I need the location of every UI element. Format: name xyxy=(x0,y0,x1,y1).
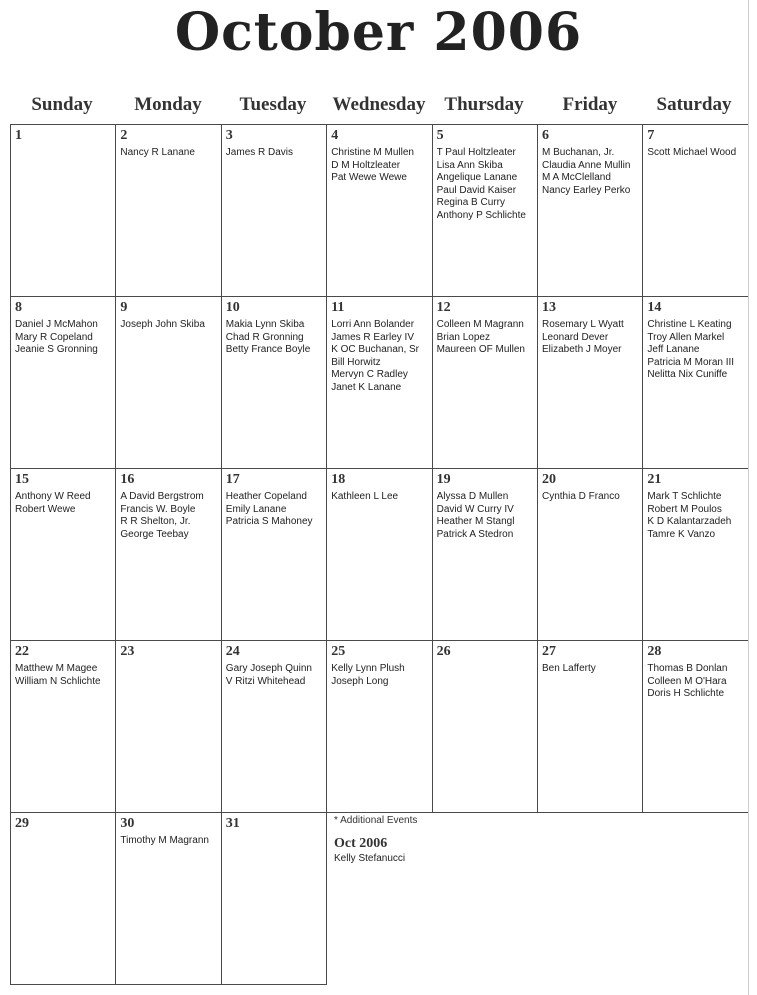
person-name: Gary Joseph Quinn xyxy=(225,663,312,674)
person-name: Colleen M O'Hara xyxy=(647,675,727,687)
person-name: Anthony P Schlichte xyxy=(436,209,526,221)
weekday-wednesday: Wednesday xyxy=(332,94,426,115)
day-number: 5 xyxy=(436,128,444,143)
person-name: V Ritzi Whitehead xyxy=(225,675,306,687)
name-list xyxy=(226,491,324,529)
name-list xyxy=(331,491,429,504)
day-cell xyxy=(642,468,748,641)
day-cell xyxy=(432,124,538,297)
person-name: Bill Horwitz xyxy=(331,356,381,368)
person-name: Patricia M Moran III xyxy=(647,356,735,368)
day-number: 11 xyxy=(331,300,345,315)
person-name: James R Earley IV xyxy=(331,331,414,343)
name-list xyxy=(542,147,640,197)
person-name: Emily Lanane xyxy=(225,503,287,515)
day-cell xyxy=(10,296,116,469)
person-name: Robert M Poulos xyxy=(647,503,722,515)
person-name: Leonard Dever xyxy=(542,331,609,343)
person-name: Regina B Curry xyxy=(436,197,505,208)
day-number: 8 xyxy=(15,300,22,315)
person-name: Cynthia D Franco xyxy=(542,491,620,502)
day-number: 21 xyxy=(647,472,662,487)
day-cell xyxy=(115,296,221,469)
person-name: James R Davis xyxy=(225,147,294,158)
person-name: Kelly Lynn Plush xyxy=(331,663,405,674)
day-cell xyxy=(537,296,643,469)
day-number: 15 xyxy=(15,472,29,487)
person-name: Patrick A Stedron xyxy=(436,528,514,540)
weekday-tuesday: Tuesday xyxy=(239,94,307,115)
person-name: R R Shelton, Jr. xyxy=(120,516,191,527)
person-name: Mary R Copeland xyxy=(15,331,93,343)
weekday-thursday: Thursday xyxy=(444,94,524,115)
person-name: Scott Michael Wood xyxy=(647,147,737,158)
day-number: 9 xyxy=(120,300,128,315)
day-cell xyxy=(432,468,538,641)
day-cell xyxy=(326,296,432,469)
day-cell xyxy=(221,468,327,641)
name-list xyxy=(647,319,745,382)
name-list xyxy=(647,663,745,701)
day-cell xyxy=(326,124,432,297)
person-name: Nelitta Nix Cuniffe xyxy=(647,369,728,380)
person-name: Mark T Schlichte xyxy=(647,491,722,502)
day-cell xyxy=(10,812,116,985)
person-name: Matthew M Magee xyxy=(15,663,98,674)
person-name: K D Kalantarzadeh xyxy=(647,516,732,527)
day-number: 1 xyxy=(15,128,22,143)
day-cell xyxy=(432,640,538,813)
day-number: 20 xyxy=(542,472,556,487)
page-title: October 2006 xyxy=(174,2,583,63)
person-name: Troy Allen Markel xyxy=(647,331,725,343)
name-list xyxy=(437,319,535,357)
day-number: 3 xyxy=(225,128,233,143)
day-number: 19 xyxy=(436,472,451,487)
person-name: M A McClelland xyxy=(542,172,611,183)
person-name: Heather M Stangl xyxy=(436,516,515,527)
person-name: Joseph Long xyxy=(331,675,389,687)
person-name: Brian Lopez xyxy=(436,331,490,343)
day-number: 14 xyxy=(647,300,662,315)
person-name: Joseph John Skiba xyxy=(120,319,205,330)
day-cell xyxy=(432,296,538,469)
day-cell xyxy=(642,296,748,469)
additional-events-note: * Additional Events xyxy=(334,815,418,826)
day-number: 16 xyxy=(120,472,135,487)
person-name: Kathleen L Lee xyxy=(331,491,399,502)
name-list xyxy=(226,663,324,688)
person-name: M Buchanan, Jr. xyxy=(542,147,615,158)
person-name: Angelique Lanane xyxy=(436,172,518,183)
person-name: Lisa Ann Skiba xyxy=(436,159,503,171)
day-cell xyxy=(537,124,643,297)
day-cell xyxy=(221,640,327,813)
person-name: Robert Wewe xyxy=(15,503,76,515)
additional-events-name: Kelly Stefanucci xyxy=(334,853,406,864)
person-name: Lorri Ann Bolander xyxy=(331,319,415,330)
person-name: Nancy Earley Perko xyxy=(542,184,631,196)
name-list xyxy=(331,319,429,394)
day-number: 12 xyxy=(436,300,451,315)
person-name: Jeanie S Gronning xyxy=(15,344,98,355)
day-cell xyxy=(10,640,116,813)
name-list xyxy=(226,147,324,160)
day-number: 7 xyxy=(647,128,655,143)
person-name: Alyssa D Mullen xyxy=(436,491,509,502)
person-name: Betty France Boyle xyxy=(225,344,311,355)
name-list xyxy=(120,147,218,160)
name-list xyxy=(542,491,640,504)
day-number: 25 xyxy=(331,644,346,659)
person-name: William N Schlichte xyxy=(15,675,101,687)
name-list xyxy=(15,663,113,688)
person-name: Daniel J McMahon xyxy=(15,319,98,330)
person-name: Chad R Gronning xyxy=(225,331,304,343)
day-number: 10 xyxy=(225,300,240,315)
name-list xyxy=(226,319,324,357)
person-name: Janet K Lanane xyxy=(331,381,402,393)
additional-events-heading: Oct 2006 xyxy=(334,836,388,851)
person-name: David W Curry IV xyxy=(436,503,514,515)
day-cell xyxy=(221,296,327,469)
day-number: 17 xyxy=(225,472,240,487)
name-list xyxy=(331,663,429,688)
person-name: Rosemary L Wyatt xyxy=(542,319,624,330)
person-name: A David Bergstrom xyxy=(120,491,204,502)
day-cell xyxy=(221,812,327,985)
person-name: Nancy R Lanane xyxy=(120,147,195,158)
person-name: Patricia S Mahoney xyxy=(225,516,313,527)
name-list xyxy=(331,147,429,185)
name-list xyxy=(542,319,640,357)
day-cell xyxy=(326,640,432,813)
day-cell xyxy=(537,640,643,813)
person-name: Anthony W Reed xyxy=(15,491,91,502)
weekday-sunday: Sunday xyxy=(31,94,93,115)
person-name: Claudia Anne Mullin xyxy=(542,159,631,171)
person-name: Christine M Mullen xyxy=(331,147,414,158)
name-list xyxy=(647,147,745,160)
day-number: 30 xyxy=(120,816,135,831)
day-cell xyxy=(115,124,221,297)
day-cell xyxy=(115,812,221,985)
person-name: Elizabeth J Moyer xyxy=(542,344,622,355)
scan-edge-line xyxy=(748,0,749,995)
person-name: Mervyn C Radley xyxy=(331,369,408,380)
name-list xyxy=(437,147,535,222)
day-cell xyxy=(326,468,432,641)
name-list xyxy=(647,491,745,541)
day-number: 22 xyxy=(15,644,29,659)
person-name: K OC Buchanan, Sr xyxy=(331,344,420,355)
person-name: Heather Copeland xyxy=(225,491,307,502)
day-cell xyxy=(642,124,748,297)
day-cell xyxy=(115,640,221,813)
weekday-saturday: Saturday xyxy=(656,94,732,115)
day-cell xyxy=(115,468,221,641)
person-name: Jeff Lanane xyxy=(647,344,700,355)
day-number: 13 xyxy=(542,300,556,315)
name-list xyxy=(120,491,218,541)
person-name: Paul David Kaiser xyxy=(436,184,517,196)
person-name: T Paul Holtzleater xyxy=(436,147,516,158)
name-list xyxy=(15,491,113,516)
day-number: 2 xyxy=(120,128,128,143)
day-number: 18 xyxy=(331,472,346,487)
person-name: Christine L Keating xyxy=(647,319,732,330)
day-number: 27 xyxy=(542,644,556,659)
person-name: George Teebay xyxy=(120,528,189,540)
day-number: 26 xyxy=(436,644,451,659)
day-number: 24 xyxy=(225,644,240,659)
name-list xyxy=(15,319,113,357)
day-cell xyxy=(10,468,116,641)
name-list xyxy=(120,319,218,332)
person-name: Thomas B Donlan xyxy=(647,663,728,674)
day-number: 4 xyxy=(331,128,339,143)
day-cell xyxy=(642,640,748,813)
person-name: Colleen M Magrann xyxy=(436,319,524,330)
person-name: Ben Lafferty xyxy=(542,663,596,674)
day-number: 6 xyxy=(542,128,549,143)
person-name: Maureen OF Mullen xyxy=(436,344,525,355)
day-cell xyxy=(537,468,643,641)
person-name: Pat Wewe Wewe xyxy=(331,172,407,183)
person-name: Makia Lynn Skiba xyxy=(225,319,305,330)
day-number: 31 xyxy=(225,816,240,831)
day-number: 28 xyxy=(647,644,662,659)
day-number: 29 xyxy=(15,816,29,831)
name-list xyxy=(542,663,640,676)
person-name: Timothy M Magrann xyxy=(120,835,209,846)
weekday-monday: Monday xyxy=(134,94,202,115)
day-cell xyxy=(10,124,116,297)
person-name: D M Holtzleater xyxy=(331,159,401,171)
day-cell xyxy=(221,124,327,297)
person-name: Tamre K Vanzo xyxy=(647,528,716,540)
day-number: 23 xyxy=(120,644,135,659)
person-name: Francis W. Boyle xyxy=(120,503,196,515)
name-list xyxy=(120,835,218,848)
weekday-friday: Friday xyxy=(562,94,618,115)
name-list xyxy=(437,491,535,541)
person-name: Doris H Schlichte xyxy=(647,688,725,699)
